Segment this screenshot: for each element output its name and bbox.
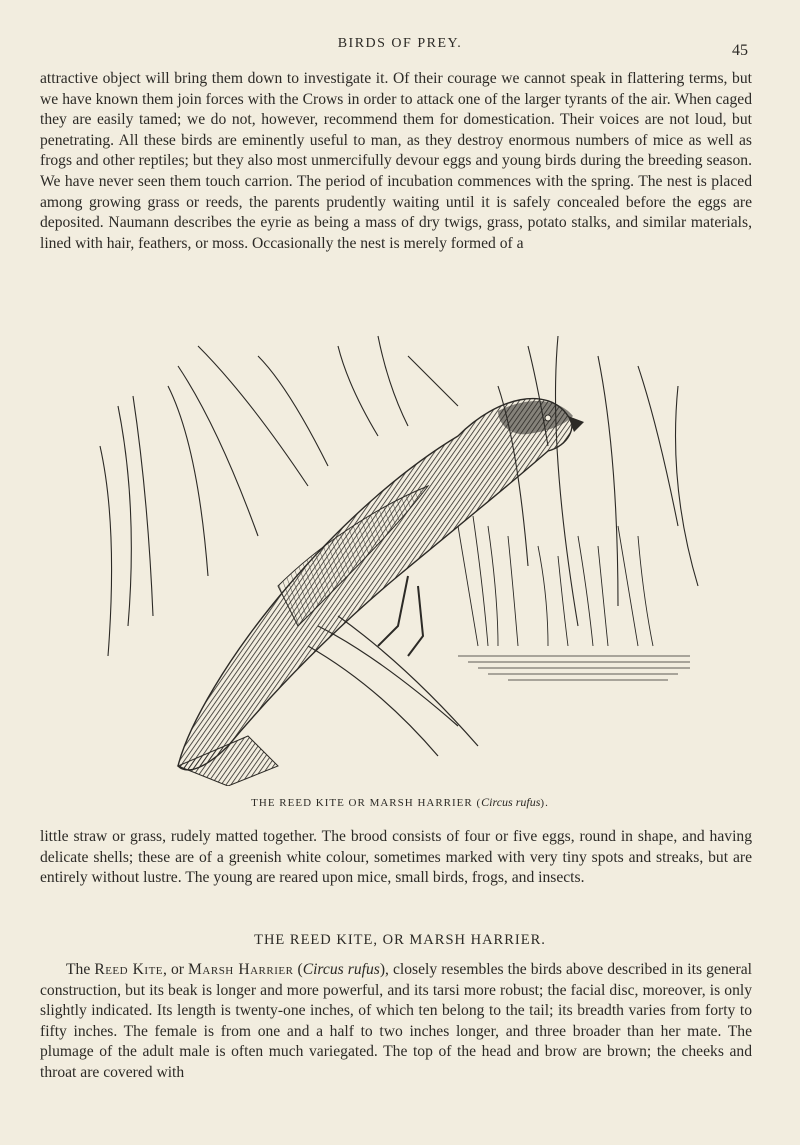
p3-name-reed-kite: Reed Kite [94,961,164,978]
caption-open: ( [472,797,482,809]
p3-lead: The [66,961,95,978]
harrier-bird [178,399,584,786]
paragraph-1: attractive object will bring them down to investigate it. Of their courage we cannot speak in flattering terms, but we have known them join forces with the Crows in order to attack one of the larger tyrants of the air. When caged they are easily tamed; we do not, however, recommend them for domestication. Their voices are not loud, but penetrating. All these birds are eminently useful to man, as they destroy enormous numbers of mice as well as frogs and other reptiles; but they also most unmercifully devour eggs and young birds during the breeding season. We have never seen them touch carrion. The period of incubation commences with the spring. The nest is placed among growing grass or reeds, the parents prudently waiting until it is safely concealed before the eggs are deposited. Naumann describes the eyrie as being a mass of dry twigs, grass, potato stalks, and similar materials, lined with hair, feathers, or moss. Occasionally the nest is merely formed of a [40,70,752,252]
p3-latin-name: Circus rufus [302,961,380,978]
figure-caption [0,795,800,810]
engraving-svg [78,326,710,786]
p3-body: ), closely resembles the birds above described in its general construction, but its beak is longer and more powerful, and its tarsi more robust; the facial disc, moreover, is only slightly indicated. Its length is twenty-one inches, of which ten belong to the tail; its breadth varies from forty to fifty inches. The female is from one and a half to two inches longer, and three broader than her mate. The plumage of the adult male is often much variegated. The top of the head and brow are brown; the cheeks and throat are covered with [40,961,752,1081]
paragraph-3 [40,960,752,1084]
caption-close: ). [540,797,549,809]
marsh-harrier-illustration [78,326,710,786]
p3-or: , or [163,961,189,978]
page-number: 45 [732,42,748,59]
reed-perch [308,616,478,756]
p3-name-marsh-harrier: Marsh Harrier [188,961,294,978]
paragraph-2: little straw or grass, rudely matted together. The brood consists of four or five eggs, round in shape, and having delicate shells; these are of a greenish white colour, sometimes marked with very tiny spots and streaks, but are entirely without lustre. The young are reared upon mice, small birds, frogs, and insects. [40,828,752,887]
grass-foreground [458,516,653,646]
water-lines [458,656,690,680]
p3-paren-open: ( [293,961,303,978]
section-heading: THE REED KITE, OR MARSH HARRIER. [254,932,546,948]
caption-main: THE REED KITE OR MARSH HARRIER [251,797,473,809]
caption-latin-name: Circus rufus [481,795,541,809]
running-head: BIRDS OF PREY. [337,36,463,51]
